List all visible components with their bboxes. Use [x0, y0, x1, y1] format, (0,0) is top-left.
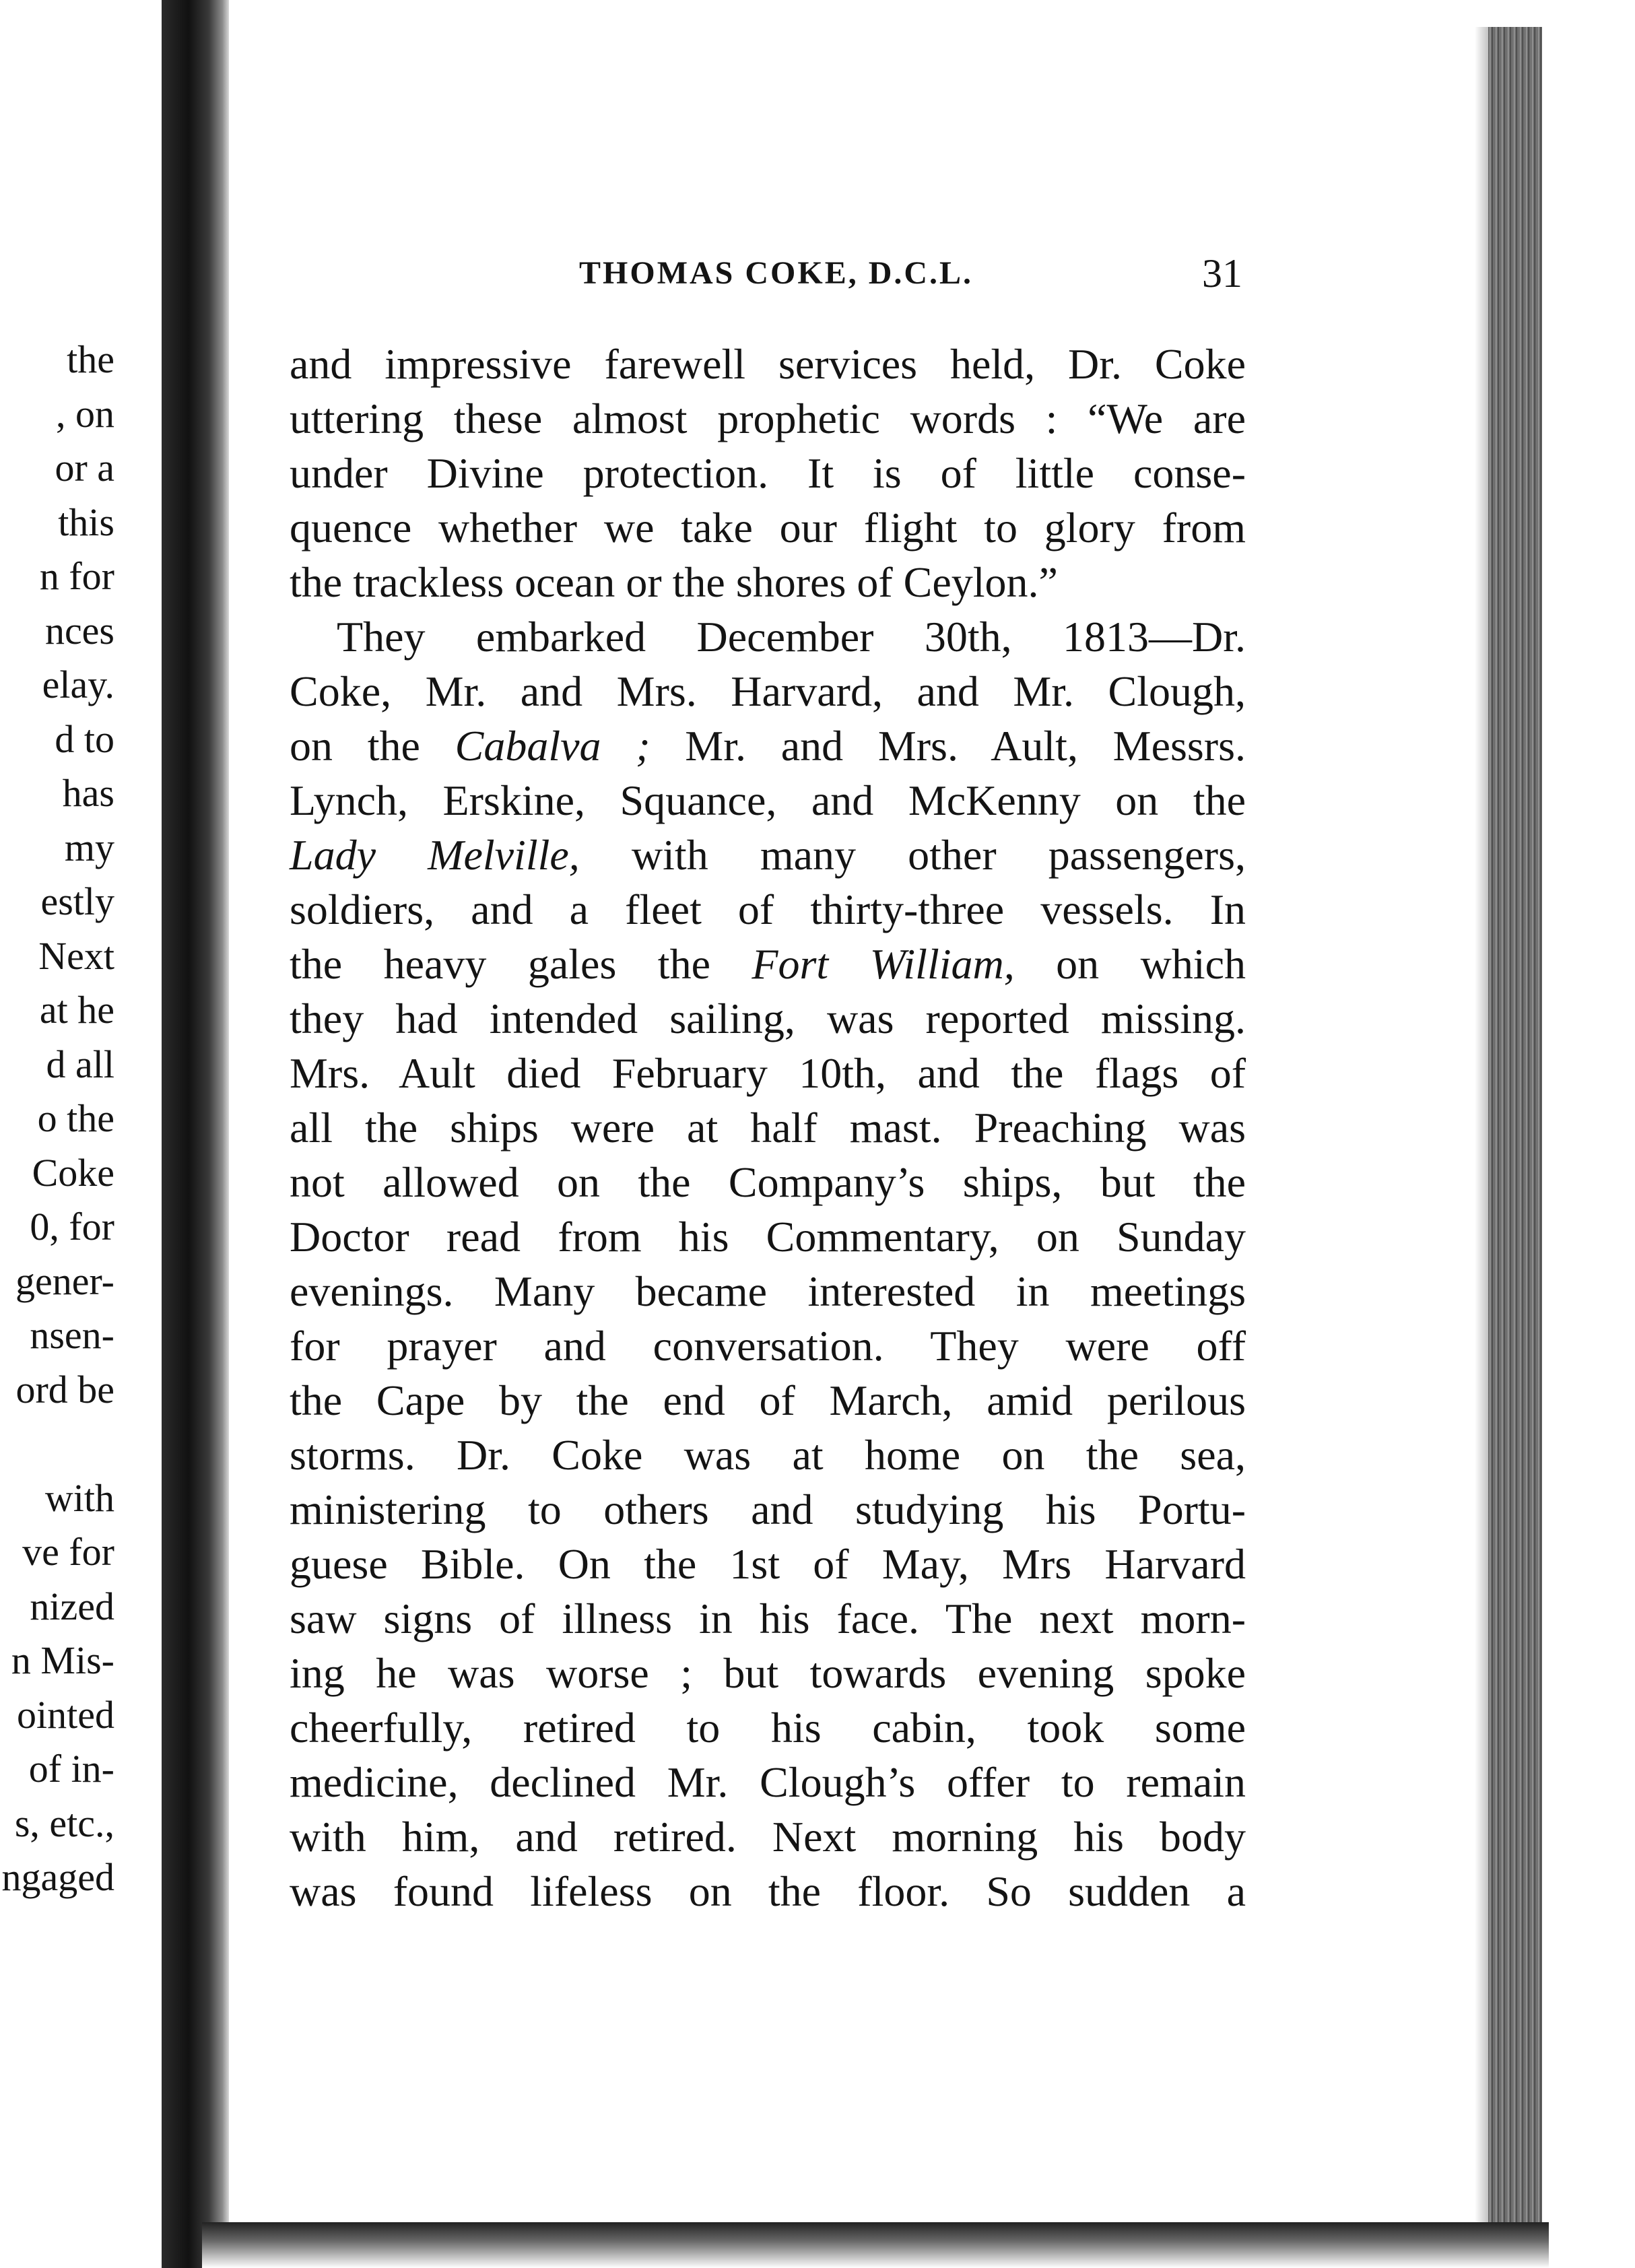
left-page-line-fragment: d all	[46, 1042, 114, 1086]
left-page-line-fragment: o the	[37, 1096, 114, 1140]
left-page-line-fragment: ve for	[22, 1530, 114, 1574]
left-page-line-fragment: Coke	[32, 1150, 114, 1195]
text-line: storms. Dr. Coke was at home on the sea,	[290, 1431, 1246, 1479]
page-number: 31	[1202, 251, 1242, 296]
left-page-line-fragment: ord be	[15, 1367, 114, 1411]
text-line: and impressive farewell services held, Dr. Coke	[290, 340, 1246, 388]
text-fragment: the heavy gales the	[290, 940, 752, 988]
body-text	[290, 337, 1246, 1919]
text-line: Mrs. Ault died February 10th, and the flags of	[290, 1049, 1246, 1097]
left-page-line-fragment: nized	[30, 1584, 114, 1628]
ship-name: Fort William,	[752, 940, 1015, 988]
book-gutter	[162, 0, 229, 2268]
text-line: medicine, declined Mr. Clough’s offer to remain	[290, 1758, 1246, 1806]
text-fragment: with many other passengers,	[579, 831, 1246, 879]
ship-name: Cabalva ;	[455, 722, 650, 770]
left-page-line-fragment: with	[44, 1475, 114, 1520]
text-line: with him, and retired. Next morning his body	[290, 1813, 1246, 1861]
page-edge-shadow	[1475, 27, 1490, 2222]
text-line: for prayer and conversation. They were off	[290, 1322, 1246, 1370]
text-line: not allowed on the Company’s ships, but the	[290, 1158, 1246, 1206]
left-page-line-fragment: s, etc.,	[14, 1801, 114, 1845]
ship-name: Lady Melville,	[290, 831, 580, 879]
left-page-line-fragment: or a	[55, 446, 114, 490]
left-page-line-fragment: of in-	[28, 1747, 114, 1791]
left-page-line-fragment: ointed	[17, 1692, 114, 1737]
left-page-line-fragment: ngaged	[1, 1855, 114, 1899]
left-page-line-fragment: 0, for	[30, 1205, 114, 1248]
text-line: ministering to others and studying his Portu-	[290, 1486, 1246, 1533]
left-page-line-fragment: estly	[40, 879, 114, 923]
text-line: Lynch, Erskine, Squance, and McKenny on the	[290, 776, 1246, 824]
left-page-line-fragment: nces	[44, 608, 114, 653]
page-bottom-shadow	[202, 2222, 1549, 2268]
text-line: the trackless ocean or the shores of Ceylon.”	[290, 558, 1058, 606]
running-head: THOMAS COKE, D.C.L.	[579, 255, 974, 291]
page-block-edge	[1488, 27, 1542, 2222]
left-page-line-fragment: , on	[56, 391, 114, 436]
text-line: soldiers, and a fleet of thirty-three vessels. In	[290, 886, 1246, 933]
text-fragment: on which	[1014, 940, 1246, 988]
text-line	[290, 719, 1246, 773]
text-line: they had intended sailing, was reported missing.	[290, 995, 1246, 1042]
text-line: was found lifeless on the floor. So sudden a	[290, 1867, 1246, 1915]
left-page-line-fragment: d to	[55, 716, 114, 761]
left-page-line-fragment: Next	[38, 933, 114, 978]
left-page-line-fragment: at he	[39, 988, 114, 1032]
left-page-line-fragment: n Mis-	[11, 1638, 114, 1682]
text-fragment: on the	[290, 722, 455, 770]
text-line: quence whether we take our flight to glory from	[290, 504, 1246, 552]
text-line: ing he was worse ; but towards evening spoke	[290, 1649, 1246, 1697]
text-line	[290, 937, 1246, 991]
text-line: the Cape by the end of March, amid perilous	[290, 1376, 1246, 1424]
left-page-line-fragment: has	[62, 771, 114, 815]
left-page-line-fragment: elay.	[42, 663, 114, 706]
left-page-line-fragment: the	[67, 337, 114, 381]
text-line: guese Bible. On the 1st of May, Mrs Harvard	[290, 1540, 1246, 1588]
left-page-line-fragment: my	[64, 825, 114, 869]
text-line: saw signs of illness in his face. The next morn-	[290, 1595, 1246, 1642]
text-fragment: Mr. and Mrs. Ault, Messrs.	[650, 722, 1246, 770]
text-line: evenings. Many became interested in meetings	[290, 1267, 1246, 1315]
left-page-line-fragment: this	[58, 500, 114, 544]
paragraph-start-line: They embarked December 30th, 1813—Dr.	[337, 613, 1246, 661]
left-page-line-fragment: n for	[39, 554, 114, 598]
left-page-line-fragment: gener-	[15, 1259, 114, 1303]
text-line: cheerfully, retired to his cabin, took some	[290, 1704, 1246, 1752]
text-line: uttering these almost prophetic words : “We are	[290, 395, 1246, 442]
text-line: all the ships were at half mast. Preaching was	[290, 1104, 1246, 1152]
text-line: under Divine protection. It is of little conse-	[290, 449, 1246, 497]
left-page-line-fragment: nsen-	[30, 1313, 114, 1357]
text-line	[290, 828, 1246, 882]
text-line: Doctor read from his Commentary, on Sunday	[290, 1213, 1246, 1261]
text-line: Coke, Mr. and Mrs. Harvard, and Mr. Clough,	[290, 667, 1246, 715]
